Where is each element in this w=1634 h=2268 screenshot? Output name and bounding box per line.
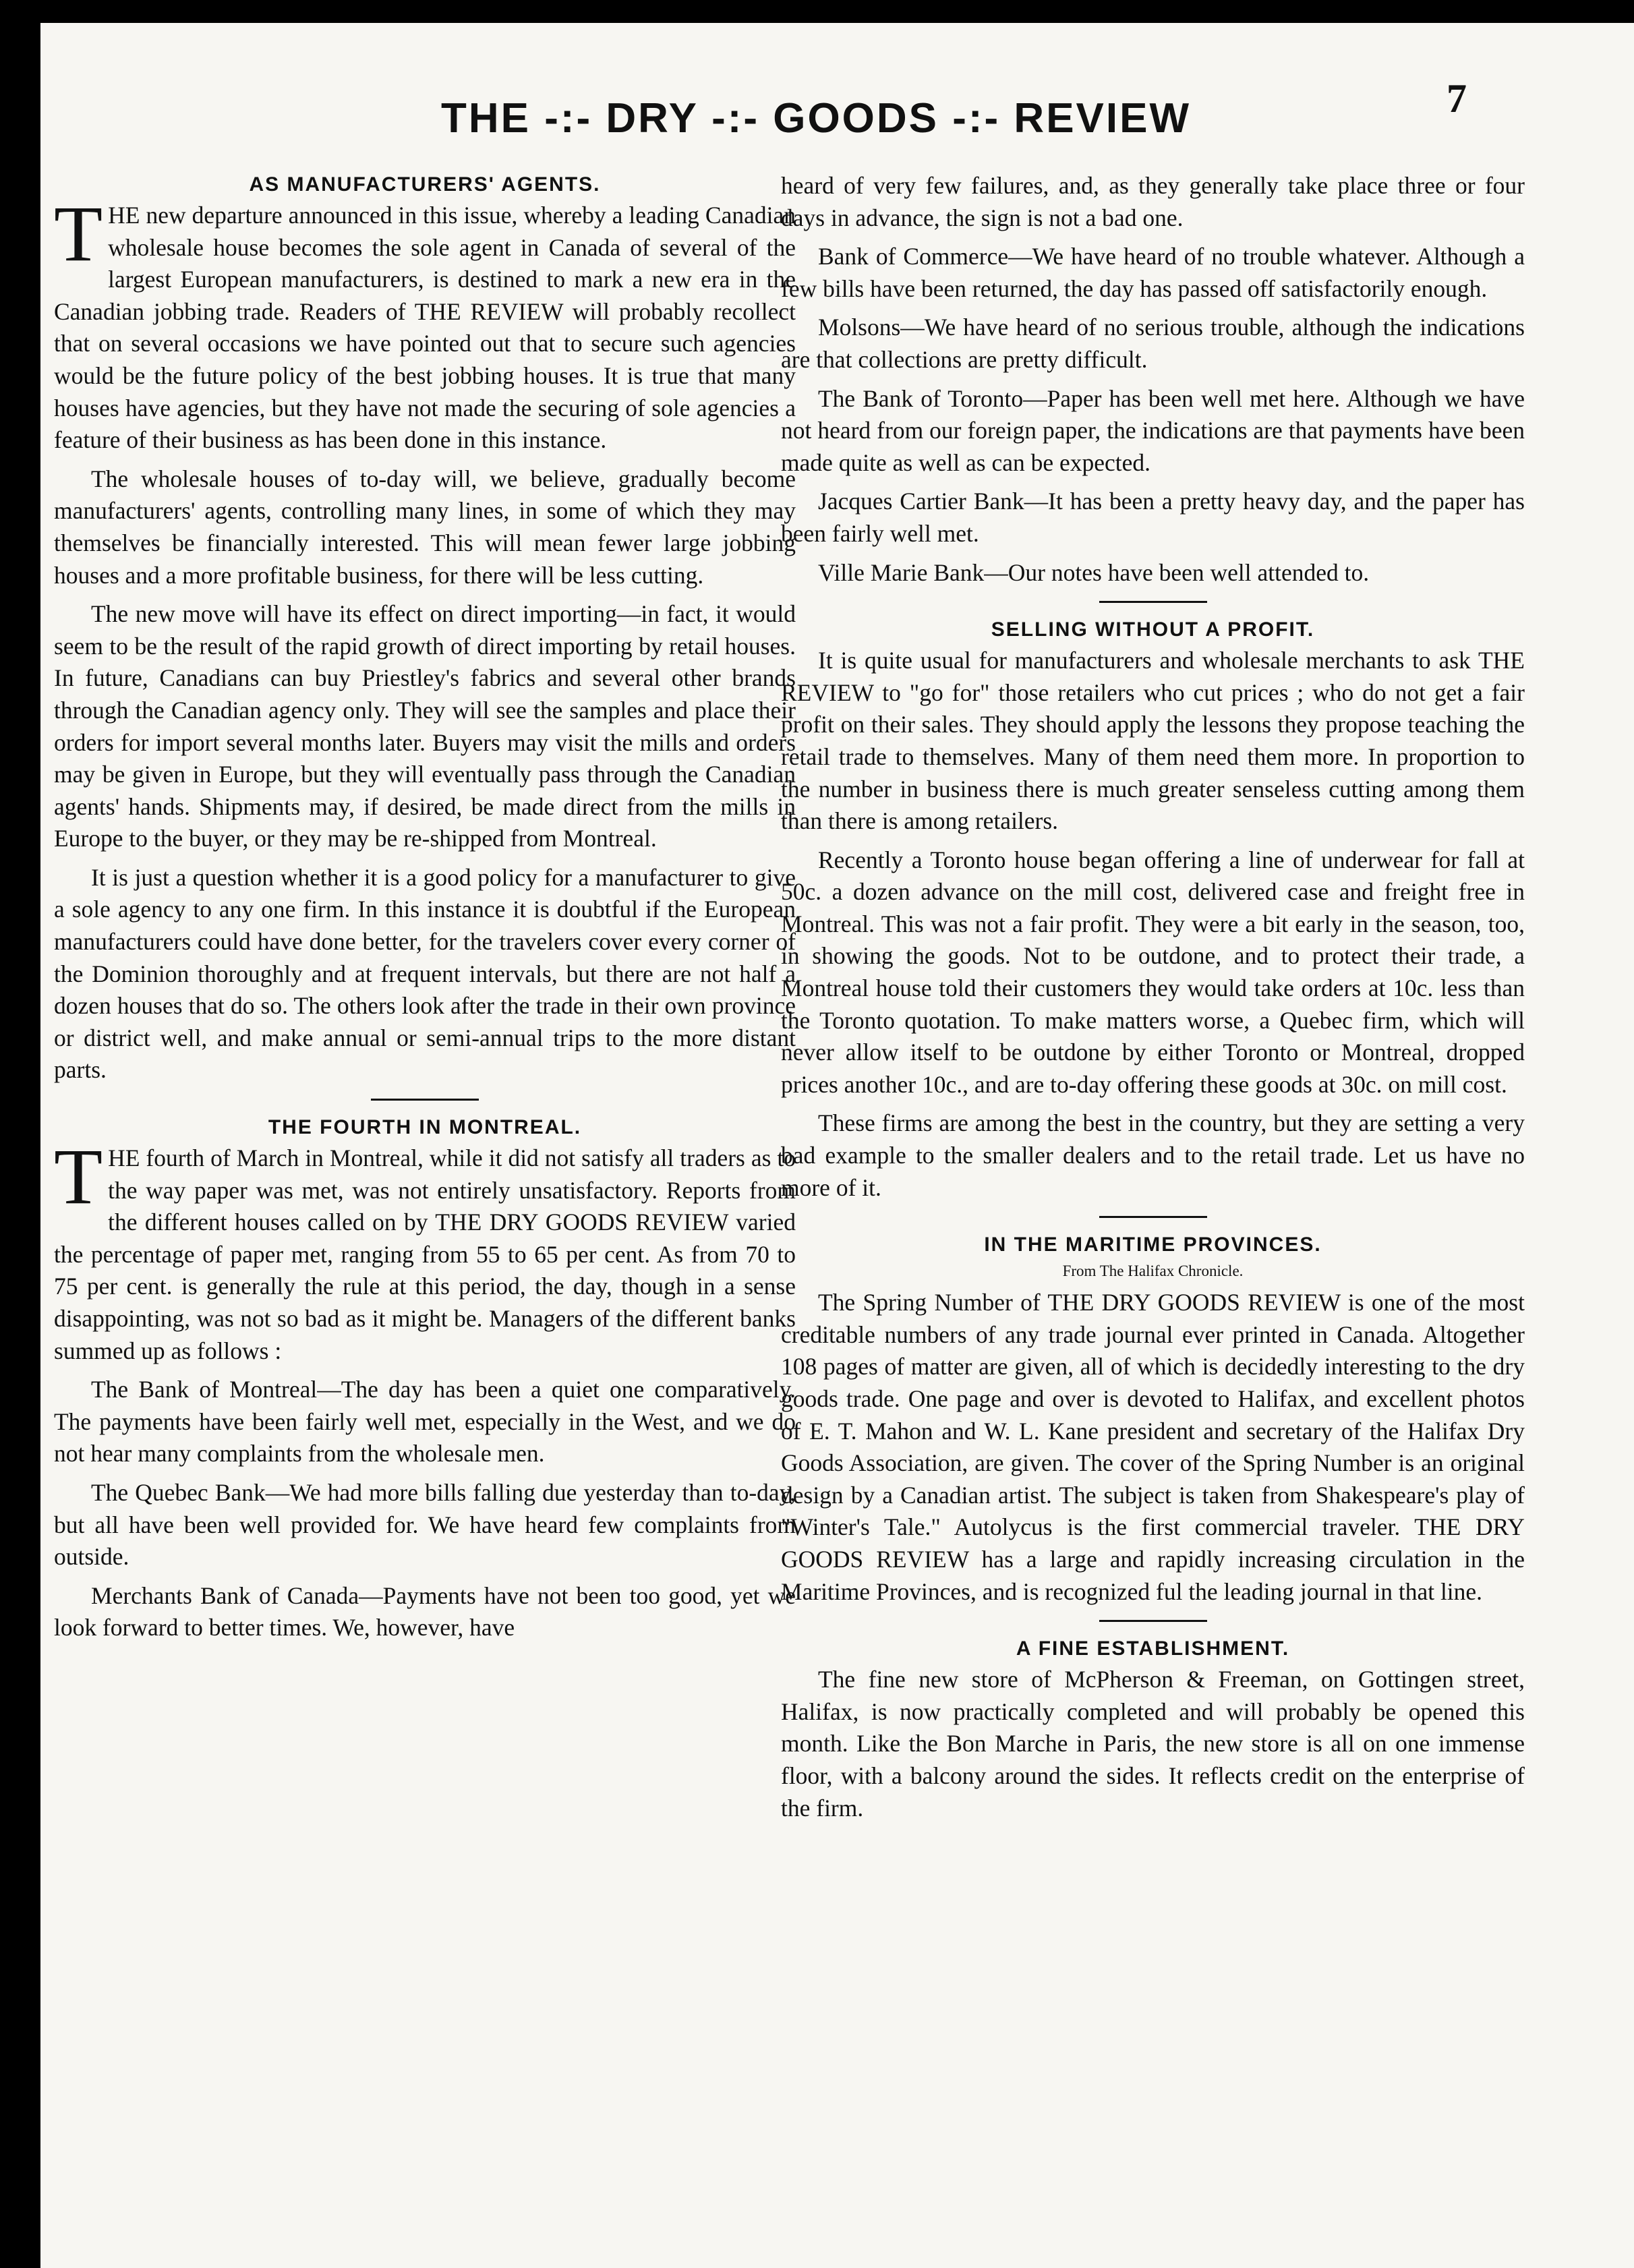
agents-paragraph-3: The new move will have its effect on direct importing—in fact, it would seem to be the result of the rapid growth of direct importing by retail houses. In future, Canadians can buy Priestley's fabrics and several other brands through the Canadian agency only. They will see the samples and place their orders for import several months later. Buyers may visit the mills and orders may be given in Europe, but they will eventually pass through the Canadian agents' hands. Shipments may, if desired, be made direct from the mills in Europe to the buyer, or they may be re-shipped from Montreal.	[54, 600, 796, 852]
scan-top-edge	[0, 0, 1634, 23]
section-divider	[1099, 1620, 1207, 1622]
montreal-paragraph-1-text: HE fourth of March in Montreal, while it did not satisfy all traders as to the way paper was met, was not entirely unsatisfactory. Reports from the different houses called on by THE DRY GOODS REVIEW varied the percentage of paper met, ranging from 55 to 65 per cent. As from 70 to 75 per cent. is generally the rule at this period, the day, though in a sense disappointing, was not so bad as it might be. Managers of the different banks summed up as follows :	[54, 1144, 796, 1364]
continued-paragraph-5: Jacques Cartier Bank—It has been a pretty heavy day, and the paper has been fairly well met.	[781, 488, 1525, 547]
left-column	[54, 170, 796, 1644]
montreal-paragraph-3: The Quebec Bank—We had more bills falling due yesterday than to-day, but all have been well provided for. We have heard few complaints from outside.	[54, 1478, 796, 1571]
heading-fourth-in-montreal: THE FOURTH IN MONTREAL.	[268, 1116, 582, 1139]
heading-manufacturers-agents: AS MANUFACTURERS' AGENTS.	[249, 173, 601, 196]
section-divider	[371, 1099, 479, 1101]
montreal-paragraph-1	[54, 1132, 796, 1367]
heading-fine-establishment: A FINE ESTABLISHMENT.	[1016, 1637, 1290, 1660]
agents-paragraph-2: The wholesale houses of to-day will, we believe, gradually become manufacturers' agents, controlling many lines, in some of which they may themselves be financially interested. This will mean fewer large jobbing houses and a more profitable business, for there will be less cutting.	[54, 465, 796, 589]
section-divider	[1099, 601, 1207, 603]
maritime-paragraph-1: The Spring Number of THE DRY GOODS REVIEW is one of the most creditable numbers of any trade journal ever printed in Canada. Altogether 108 pages of matter are given, all of which is decidedly interesting to the dry goods trade. One page and over is devoted to Halifax, and excellent photos of E. T. Mahon and W. L. Kane president and secretary of the Halifax Dry Goods Association, are given. The cover of the Spring Number is an original design by a Canadian artist. The subject is taken from Shakespeare's play of "Winter's Tale." Autolycus is the first commercial traveler. THE DRY GOODS REVIEW has a large and rapidly increasing circulation in the Maritime Provinces, and is recognized ful the leading journal in that line.	[781, 1289, 1525, 1605]
continued-paragraph-4: The Bank of Toronto—Paper has been well met here. Although we have not heard from our foreign paper, the indications are that payments have been made quite as well as can be expected.	[781, 384, 1525, 476]
selling-paragraph-3: These firms are among the best in the country, but they are setting a very bad example to the smaller dealers and to the retail trade. Let us have no more of it.	[781, 1109, 1525, 1201]
agents-paragraph-4: It is just a question whether it is a good policy for a manufacturer to give a sole agency to any one firm. In this instance it is doubtful if the European manufacturers could have done better, for the travelers cover every corner of the Dominion thoroughly and at frequent intervals, but there are not half a dozen houses that do so. The others look after the trade in their own province or district well, and make annual or semi-annual trips to the more distant parts.	[54, 863, 796, 1084]
right-column	[781, 170, 1525, 1824]
heading-selling-without-profit: SELLING WITHOUT A PROFIT.	[991, 618, 1315, 641]
selling-paragraph-2: Recently a Toronto house began offering a line of underwear for fall at 50c. a dozen advance on the mill cost, delivered case and freight free in Montreal. This was not a fair profit. They were a bit early in the season, too, in showing the goods. Not to be outdone, and to protect their trade, a Montreal house told their customers they would take orders at 10c. less than the Toronto quotation. To make matters worse, a Quebec firm, which will never allow itself to be outdone by either Toronto or Montreal, dropped prices another 10c., and are to-day offering these goods at 30c. on mill cost.	[781, 846, 1525, 1098]
continued-paragraph-2: Bank of Commerce—We have heard of no trouble whatever. Although a few bills have been returned, the day has passed off satisfactorily enough.	[781, 243, 1525, 302]
selling-paragraph-1: It is quite usual for manufacturers and wholesale merchants to ask THE REVIEW to "go for" those retailers who cut prices ; who do not get a fair profit on their sales. They should apply the lessons they propose teaching the retail trade to themselves. Many of them need them more. In proportion to the number in business there is much greater senseless cutting among them than there is among retailers.	[781, 647, 1525, 835]
scan-left-edge	[0, 0, 40, 2268]
montreal-paragraph-2: The Bank of Montreal—The day has been a quiet one comparatively. The payments have been fairly well met, especially in the West, and we do not hear many complaints from the wholesale men.	[54, 1376, 796, 1467]
drop-cap: T	[54, 190, 103, 278]
drop-cap: T	[54, 1132, 103, 1221]
section-divider	[1099, 1216, 1207, 1218]
source-credit: From The Halifax Chronicle.	[1062, 1262, 1244, 1280]
agents-paragraph-1	[54, 190, 796, 457]
page-number: 7	[1447, 76, 1467, 121]
montreal-paragraph-4: Merchants Bank of Canada—Payments have not been too good, yet we look forward to better times. We, however, have	[54, 1581, 796, 1641]
agents-paragraph-1-text: HE new departure announced in this issue, whereby a leading Canadian wholesale house becomes the sole agent in Canada of several of the largest European manufacturers, is destined to mark a new era in the Canadian jobbing trade. Readers of THE REVIEW will probably recollect that on several occasions we have pointed out that to secure such agencies would be the future policy of the best jobbing houses. It is true that many houses have agencies, but they have not made the securing of sole agencies a feature of their business as has been done in this instance.	[54, 202, 796, 454]
establishment-paragraph-1: The fine new store of McPherson & Freeman, on Gottingen street, Halifax, is now practically completed and will probably be opened this month. Like the Bon Marche in Paris, the new store is all on one immense floor, with a balcony around the sides. It reflects credit on the enterprise of the firm.	[781, 1666, 1525, 1822]
continued-paragraph-1: heard of very few failures, and, as they generally take place three or four days in advance, the sign is not a bad one.	[781, 172, 1525, 231]
continued-paragraph-6: Ville Marie Bank—Our notes have been well attended to.	[818, 558, 1370, 586]
heading-maritime-provinces: IN THE MARITIME PROVINCES.	[984, 1233, 1322, 1256]
masthead-title: THE -:- DRY -:- GOODS -:- REVIEW	[440, 95, 1192, 142]
continued-paragraph-3: Molsons—We have heard of no serious trouble, although the indications are that collections are pretty difficult.	[781, 314, 1525, 373]
